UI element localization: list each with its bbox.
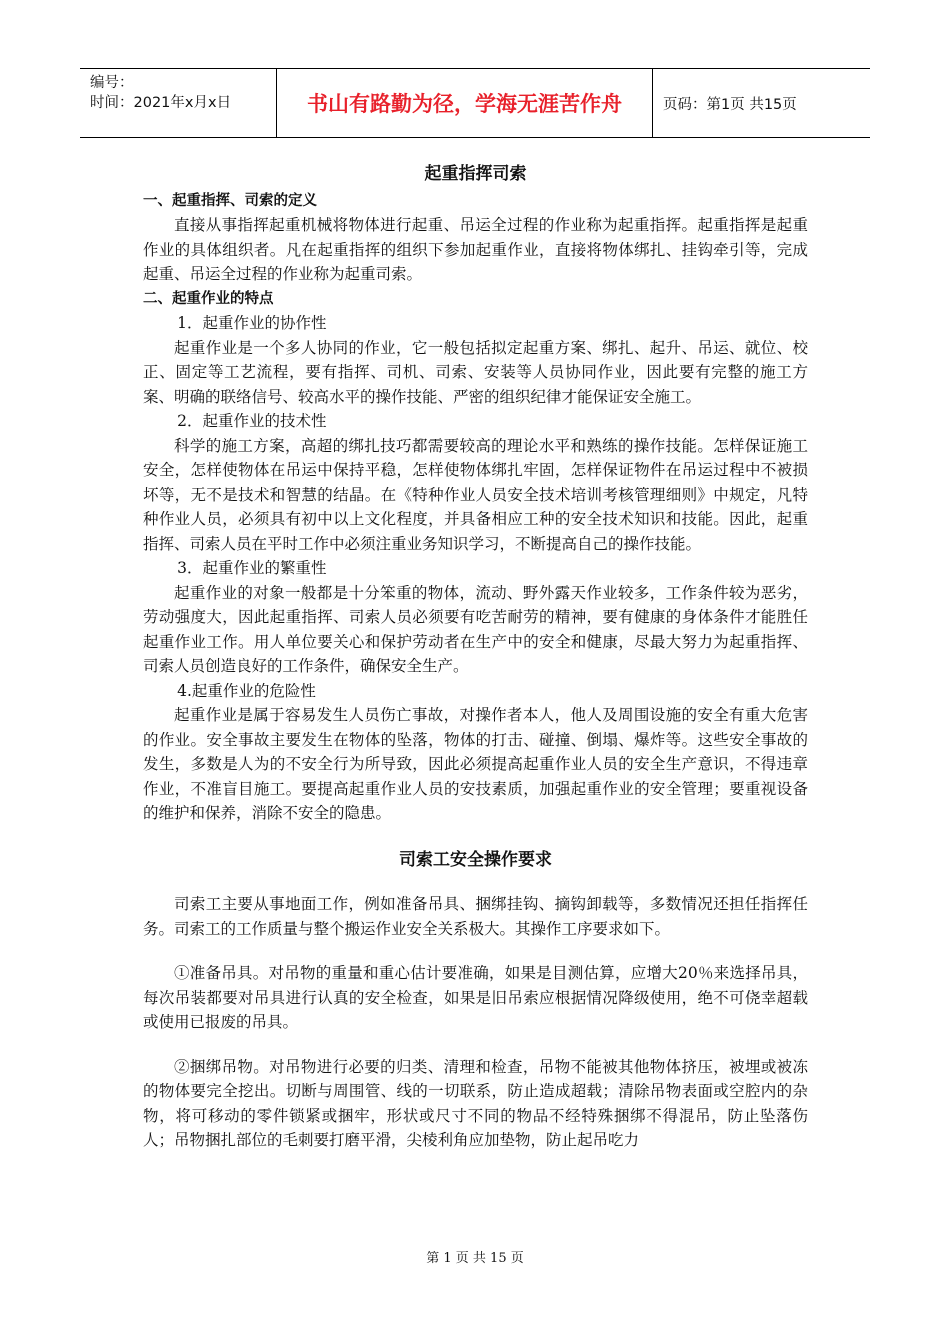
doc-title: 起重指挥司索 xyxy=(424,164,527,184)
paragraph-prepare-rigging: ①准备吊具。对吊物的重量和重心估计要准确，如果是目测估算，应增大20％来选择吊具，每次吊装都要对吊具进行认真的安全检查，如果是旧吊索应根据情况降级使用，绝不可侥幸超载或使用已报废的吊具。 xyxy=(143,964,808,1031)
paragraph-danger: 起重作业是属于容易发生人员伤亡事故，对操作者本人，他人及周围设施的安全有重大危害的作业。安全事故主要发生在物体的坠落，物体的打击、碰撞、倒塌、爆炸等。这些安全事故的发生，多数是人为的不安全行为所导致，因此必须提高起重作业人员的安全生产意识，不得违章作业，不准盲目施工。要提高起重作业人员的安技素质，加强起重作业的安全管理；要重视设备的维护和保养，消除不安全的隐患。 xyxy=(143,706,808,822)
paragraph-cooperation: 起重作业是一个多人协同的作业，它一般包括拟定起重方案、绑扎、起升、吊运、就位、校正、固定等工艺流程，要有指挥、司机、司索、安装等人员协同作业，因此要有完整的施工方案、明确的联络信号、较高水平的操作技能、严密的组织纪律才能保证安全施工。 xyxy=(143,338,808,406)
header-page-info: 页码：第1页 共15页 xyxy=(663,96,797,113)
paragraph-bind-load: ②捆绑吊物。对吊物进行必要的归类、清理和检查，吊物不能被其他物体挤压，被埋或被冻的物体要完全挖出。切断与周围管、线的一切联系，防止造成超载；清除吊物表面或空腔内的杂物，将可移动的零件锁紧或捆牢，形状或尺寸不同的物品不经特殊捆绑不得混吊，防止坠落伤人；吊物捆扎部位的毛刺要打磨平滑，尖棱利角应加垫物，防止起吊吃力 xyxy=(143,1057,808,1149)
section-heading-2: 二、起重作业的特点 xyxy=(143,290,274,307)
subheading-heavy: 3．起重作业的繁重性 xyxy=(177,559,327,577)
doc-title-2: 司索工安全操作要求 xyxy=(399,849,552,870)
time-label: 时间：2021年x月x日 xyxy=(90,95,232,111)
header-motto: 书山有路勤为径，学海无涯苦作舟 xyxy=(277,69,653,137)
header-meta xyxy=(80,69,277,137)
paragraph-technical: 科学的施工方案，高超的绑扎技巧都需要较高的理论水平和熟练的操作技能。怎样保证施工安全，怎样使物体在吊运中保持平稳，怎样使物体绑扎牢固，怎样保证物件在吊运过程中不被损坏等，无不是技术和智慧的结晶。在《特种作业人员安全技术培训考核管理细则》中规定，凡特种作业人员，必须具有初中以上文化程度，并具备相应工种的安全技术知识和技能。因此，起重指挥、司索人员在平时工作中必须注重业务知识学习，不断提高自己的操作技能。 xyxy=(143,436,808,553)
subheading-cooperation: 1．起重作业的协作性 xyxy=(177,314,327,332)
subheading-danger: 4.起重作业的危险性 xyxy=(177,681,316,700)
paragraph-definition: 直接从事指挥起重机械将物体进行起重、吊运全过程的作业称为起重指挥。起重指挥是起重作业的具体组织者。凡在起重指挥的组织下参加起重作业，直接将物体绑扎、挂钩牵引等，完成起重、吊运全过程的作业称为起重司索。 xyxy=(143,216,808,283)
section-heading-1: 一、起重指挥、司索的定义 xyxy=(143,192,317,209)
page-footer: 第 1 页 共 15 页 xyxy=(426,1251,524,1266)
paragraph-heavy: 起重作业的对象一般都是十分笨重的物体，流动、野外露天作业较多，工作条件较为恶劣，劳动强度大，因此起重指挥、司索人员必须要有吃苦耐劳的精神，要有健康的身体条件才能胜任起重作业工作。用人单位要关心和保护劳动者在生产中的安全和健康，尽最大努力为起重指挥、司索人员创造良好的工作条件，确保安全生产。 xyxy=(143,583,808,675)
subheading-technical: 2．起重作业的技术性 xyxy=(177,412,327,430)
number-label: 编号： xyxy=(90,75,134,91)
document-body xyxy=(143,160,808,1153)
paragraph-rigger-intro: 司索工主要从事地面工作，例如准备吊具、捆绑挂钩、摘钩卸载等，多数情况还担任指挥任务。司索工的工作质量与整个搬运作业安全关系极大。其操作工序要求如下。 xyxy=(143,895,808,938)
document-header xyxy=(80,68,870,138)
